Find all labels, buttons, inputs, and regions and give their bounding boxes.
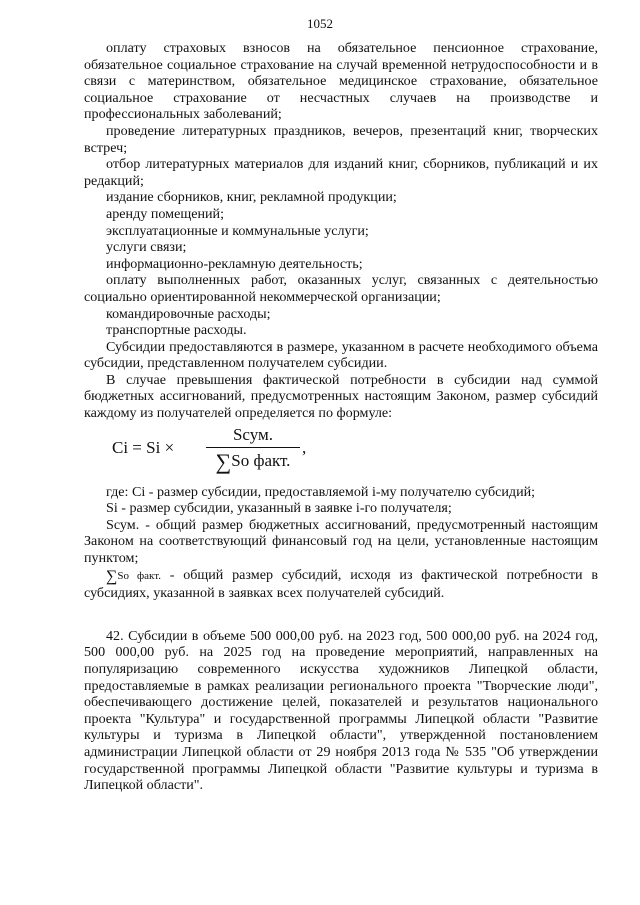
paragraph-utilities: эксплуатационные и коммунальные услуги; bbox=[106, 222, 369, 239]
formula-comma: , bbox=[302, 437, 307, 457]
formula-denominator: So факт. bbox=[231, 450, 291, 470]
formula-fraction bbox=[206, 424, 300, 472]
paragraph-insurance: оплату страховых взносов на обязательное пенсионное страхование, обязательное социальное страхование на случай временной нетрудоспособности и в связи с материнством, обязательное медицинское страхование, обязательное социальное страхование от несчастных случаев на производстве и профессиональных заболеваний; bbox=[84, 40, 598, 123]
paragraph-literary-events: проведение литературных праздников, вечеров, презентаций книг, творческих встреч; bbox=[84, 122, 598, 156]
paragraph-literary-selection: отбор литературных материалов для изданий книг, сборников, публикаций и их редакций; bbox=[84, 156, 598, 189]
definition-sofact-text: - общий размер субсидий, исходя из фактической потребности в субсидиях, указанной в заявках всех получателей субсидий. bbox=[84, 566, 598, 602]
definition-sofact bbox=[84, 567, 598, 602]
formula-lhs: Ci = Si × bbox=[112, 437, 175, 457]
paragraph-item-42: 42. Субсидии в объеме 500 000,00 руб. на 2023 год, 500 000,00 руб. на 2024 год, 500 000,00 руб. на 2025 год на проведение мероприятий, направленных на популяризацию современного искусства художников Липецкой области, предоставляемые в рамках реализации регионального проекта "Творческие люди", обеспечивающего достижение целей, показателей и результатов национального проекта "Культура" и государственной программы Липецкой области "Развитие культуры и туризма в Липецкой области", утвержденной постановлением администрации Липецкой области от 29 ноября 2013 года № 535 "Об утверждении государственной программы Липецкой области "Развитие культуры и туризма в Липецкой области". bbox=[84, 627, 598, 794]
paragraph-subsidy-amount: Субсидии предоставляются в размере, указанном в расчете необходимого объема субсидии, представленном получателем субсидии. bbox=[84, 338, 598, 372]
page-number: 1052 bbox=[307, 16, 333, 31]
spacer bbox=[84, 602, 598, 628]
formula-numerator: Sсум. bbox=[232, 424, 274, 444]
formula-denominator-wrap bbox=[206, 450, 300, 472]
paragraph-communication: услуги связи; bbox=[106, 239, 187, 256]
paragraph-transport: транспортные расходы. bbox=[106, 322, 247, 339]
fraction-bar bbox=[206, 447, 300, 448]
sigma-symbol: ∑ bbox=[215, 448, 232, 474]
definition-si: Si - размер субсидии, указанный в заявке i-го получателя; bbox=[106, 500, 452, 517]
subsidy-formula bbox=[112, 424, 598, 478]
document-body bbox=[84, 40, 598, 794]
paragraph-services: оплату выполненных работ, оказанных услуг, связанных с деятельностью социально ориентированной некоммерческой организации; bbox=[84, 272, 598, 305]
paragraph-travel: командировочные расходы; bbox=[106, 305, 271, 322]
paragraph-rent: аренду помещений; bbox=[106, 205, 224, 222]
paragraph-advertising: информационно-рекламную деятельность; bbox=[106, 255, 363, 272]
paragraph-excess-case: В случае превышения фактической потребности в субсидии над суммой бюджетных ассигнований, предусмотренных настоящим Законом, размер субсидий каждому из получателей определяется по формуле: bbox=[84, 371, 598, 422]
definition-ssum: Sсум. - общий размер бюджетных ассигнований, предусмотренный настоящим Законом на соответствующий финансовый год на цели, установленные настоящим пунктом; bbox=[84, 516, 598, 567]
sofact-symbol: ∑So факт. bbox=[106, 567, 161, 585]
paragraph-publishing: издание сборников, книг, рекламной продукции; bbox=[106, 189, 397, 206]
sigma-symbol-inline: ∑ bbox=[106, 567, 118, 585]
definition-ci: где: Ci - размер субсидии, предоставляемой i-му получателю субсидий; bbox=[106, 483, 536, 500]
